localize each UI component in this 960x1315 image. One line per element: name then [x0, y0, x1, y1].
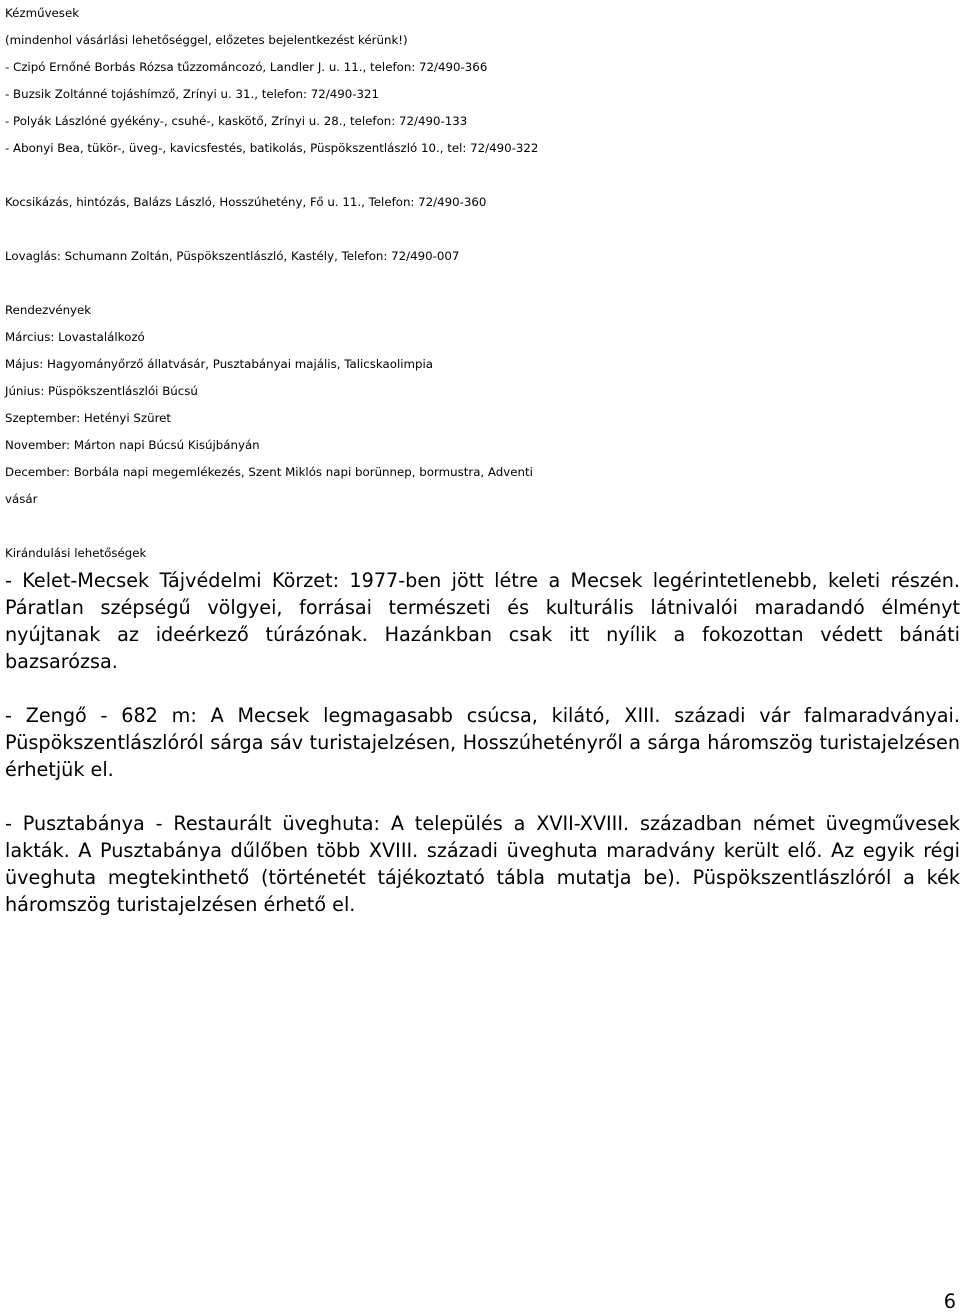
spacer — [5, 162, 960, 189]
event-item-december: December: Borbála napi megemlékezés, Szent Miklós napi borünnep, bormustra, Adventi — [5, 465, 533, 479]
event-item: November: Márton napi Búcsú Kisújbányán — [5, 438, 260, 452]
crafts-item: - Buzsik Zoltánné tojáshímző, Zrínyi u. 31., telefon: 72/490-321 — [5, 87, 380, 101]
carriage-info: Kocsikázás, hintózás, Balázs László, Hosszúhetény, Fő u. 11., Telefon: 72/490-360 — [5, 195, 487, 209]
event-item: Június: Püspökszentlászlói Búcsú — [5, 384, 198, 398]
spacer — [5, 783, 960, 810]
crafts-item: - Czipó Ernőné Borbás Rózsa tűzzománcozó, Landler J. u. 11., telefon: 72/490-366 — [5, 60, 488, 74]
spacer — [5, 270, 960, 297]
spacer — [5, 216, 960, 243]
excursion-paragraph: - Zengő - 682 m: A Mecsek legmagasabb csúcsa, kilátó, XIII. századi vár falmaradványai. Püspökszentlászlóról sárga sáv turistajelzésen, Hosszúhetényről a sárga háromszög turistajelzésen érhetjük el. — [5, 704, 960, 781]
excursion-paragraph: - Pusztabánya - Restaurált üveghuta: A település a XVII-XVIII. században német üvegművesek lakták. A Pusztabánya dűlőben több XVIII. századi üveghuta maradvány került elő. Az egyik régi üveghuta megtekinthető (történetét tájékoztató tábla mutatja be). Püspökszentlászlóról a kék háromszög turistajelzésen érhető el. — [5, 812, 960, 916]
excursion-paragraph: - Kelet-Mecsek Tájvédelmi Körzet: 1977-ben jött létre a Mecsek legérintetlenebb, keleti részén. Páratlan szépségű völgyei, forrásai természeti és kulturális látnivalói maradandó élményt nyújtanak az ideérkező túrázónak. Hazánkban csak itt nyílik a fokozottan védett bánáti bazsarózsa. — [5, 569, 960, 673]
crafts-heading: Kézművesek — [5, 6, 80, 20]
crafts-item: - Abonyi Bea, tükör-, üveg-, kavicsfestés, batikolás, Püspökszentlászló 10., tel: 72/490-322 — [5, 141, 539, 155]
crafts-item: - Polyák Lászlóné gyékény-, csuhé-, kaskötő, Zrínyi u. 28., telefon: 72/490-133 — [5, 114, 468, 128]
event-item-december-continued: vásár — [5, 492, 38, 506]
riding-info: Lovaglás: Schumann Zoltán, Püspökszentlászló, Kastély, Telefon: 72/490-007 — [5, 249, 460, 263]
event-item: Május: Hagyományőrző állatvásár, Pusztabányai majális, Talicskaolimpia — [5, 357, 434, 371]
excursions-heading: Kirándulási lehetőségek — [5, 546, 147, 560]
spacer — [5, 513, 960, 540]
event-item: Március: Lovastalálkozó — [5, 330, 145, 344]
spacer — [5, 675, 960, 702]
page-number: 6 — [943, 1290, 956, 1313]
document-page — [5, 0, 960, 918]
event-item: Szeptember: Hetényi Szüret — [5, 411, 172, 425]
events-heading: Rendezvények — [5, 303, 92, 317]
crafts-note: (mindenhol vásárlási lehetőséggel, előzetes bejelentkezést kérünk!) — [5, 33, 408, 47]
